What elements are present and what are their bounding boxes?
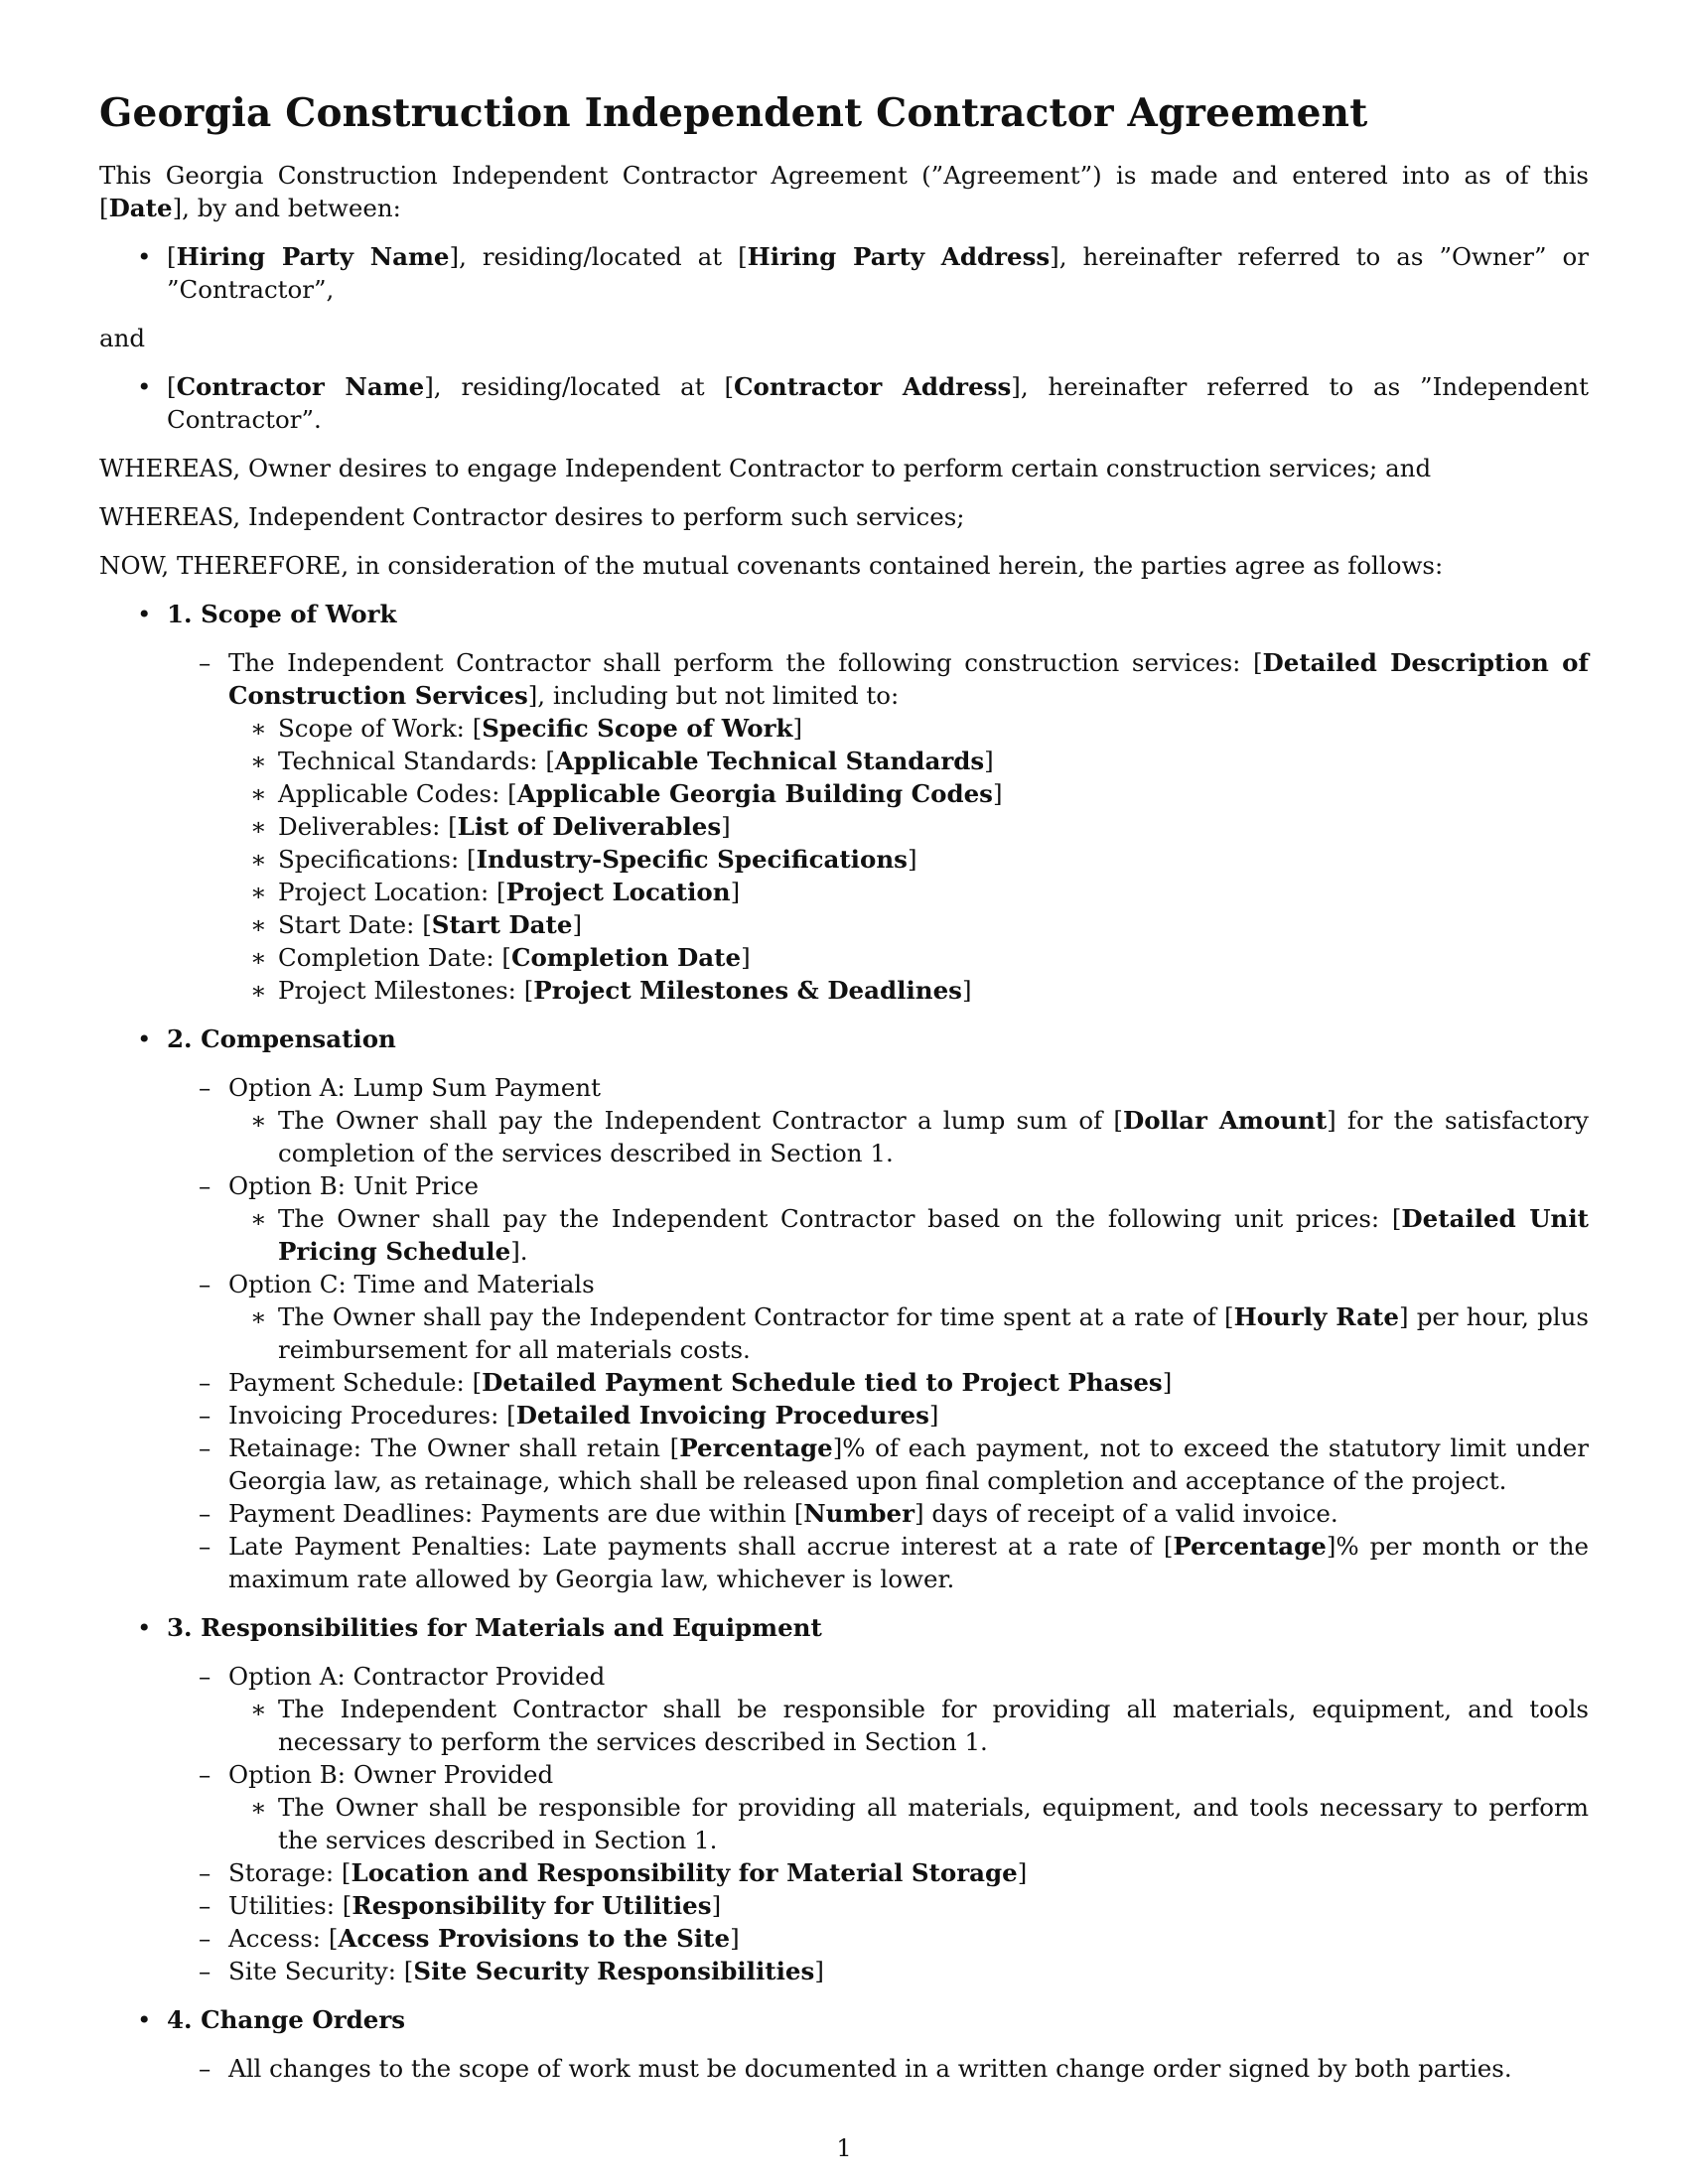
option-b-unit-price: – Option B: Unit Price ∗ The Owner shall pay the Independent Contractor based on the following unit prices: [Detailed Unit Pricing Schedule].: [167, 1169, 1589, 1268]
page-number: 1: [836, 2134, 852, 2162]
list-item: ∗ Applicable Codes: [Applicable Georgia Building Codes]: [228, 777, 1589, 810]
payment-deadlines: – Payment Deadlines: Payments are due within [Number] days of receipt of a valid invoice.: [167, 1497, 1589, 1530]
invoicing-procedures: – Invoicing Procedures: [Detailed Invoicing Procedures]: [167, 1399, 1589, 1432]
list-item: ∗ Completion Date: [Completion Date]: [228, 941, 1589, 974]
section-change-orders: [99, 2003, 1589, 2085]
party-owner: • [Hiring Party Name], residing/located at [Hiring Party Address], hereinafter referred to as ”Owner” or ”Contractor”,: [99, 240, 1589, 306]
late-payment-penalties: – Late Payment Penalties: Late payments shall accrue interest at a rate of [Percentage]% per month or the maximum rate allowed by Georgia law, whichever is lower.: [167, 1530, 1589, 1595]
utilities: – Utilities: [Responsibility for Utilities]: [167, 1889, 1589, 1922]
section-heading: 4. Change Orders: [167, 2005, 406, 2034]
date-placeholder: Date: [108, 194, 173, 222]
list-item: ∗ Project Location: [Project Location]: [228, 876, 1589, 908]
list-item: ∗ Specifications: [Industry-Specific Specifications]: [228, 843, 1589, 876]
site-security: – Site Security: [Site Security Responsibilities]: [167, 1955, 1589, 1987]
option-a-contractor-provided: – Option A: Contractor Provided ∗ The Independent Contractor shall be responsible for providing all materials, equipment, and tools necessary to perform the services described in Section 1.: [167, 1660, 1589, 1758]
option-a-lump-sum: – Option A: Lump Sum Payment ∗ The Owner shall pay the Independent Contractor a lump sum of [Dollar Amount] for the satisfactory completion of the services described in Section 1.: [167, 1071, 1589, 1169]
intro-paragraph: This Georgia Construction Independent Contractor Agreement (”Agreement”) is made and entered into as of this [Date], by and between:: [99, 161, 1589, 222]
list-item: ∗ The Independent Contractor shall be responsible for providing all materials, equipment, and tools necessary to perform the services described in Section 1.: [228, 1693, 1589, 1758]
and-text: and: [99, 324, 146, 352]
whereas-1: WHEREAS, Owner desires to engage Independent Contractor to perform certain construction services; and: [99, 454, 1432, 482]
option-c-time-materials: – Option C: Time and Materials ∗ The Owner shall pay the Independent Contractor for time spent at a rate of [Hourly Rate] per hour, plus reimbursement for all materials costs.: [167, 1268, 1589, 1366]
document-title: Georgia Construction Independent Contractor Agreement: [99, 90, 1368, 136]
section-heading: 2. Compensation: [167, 1024, 396, 1053]
section-materials-equipment: [99, 1611, 1589, 1987]
sections-list: [99, 598, 1589, 2085]
section-heading: 1. Scope of Work: [167, 600, 397, 628]
scope-lead: – The Independent Contractor shall perform the following construction services: [Detailed Description of Construction Services], including but not limited to: ∗ Scope of Work: [Specific Scope of Work] ∗ Technical Standards: [Applicable Technical Standards] ∗ Applicable Codes: [Applicable Georgia Building Codes] ∗ Deliverables: [List of Deliverables] ∗ Specifications: [Industry-Specific Specifications] ∗ Project Location: [Project Location] ∗ Start Date: [Start Date] ∗ Completion Date: [Completion Date] ∗ Project Milestones: [Project Milestones & Deadlines]: [167, 646, 1589, 1007]
section-compensation: [99, 1023, 1589, 1595]
list-item: ∗ Technical Standards: [Applicable Technical Standards]: [228, 745, 1589, 777]
section-scope-of-work: [99, 598, 1589, 1007]
option-b-owner-provided: – Option B: Owner Provided ∗ The Owner shall be responsible for providing all materials, equipment, and tools necessary to perform the services described in Section 1.: [167, 1758, 1589, 1856]
list-item: ∗ Start Date: [Start Date]: [228, 908, 1589, 941]
document-page: [99, 89, 1589, 2124]
list-item: ∗ Deliverables: [List of Deliverables]: [228, 810, 1589, 843]
list-item: ∗ The Owner shall pay the Independent Contractor for time spent at a rate of [Hourly Rate] per hour, plus reimbursement for all materials costs.: [228, 1300, 1589, 1366]
change-orders-text: – All changes to the scope of work must be documented in a written change order signed by both parties.: [167, 2052, 1589, 2085]
retainage: – Retainage: The Owner shall retain [Percentage]% of each payment, not to exceed the statutory limit under Georgia law, as retainage, which shall be released upon final completion and acceptance of the project.: [167, 1432, 1589, 1497]
now-therefore: NOW, THEREFORE, in consideration of the mutual covenants contained herein, the parties agree as follows:: [99, 551, 1444, 580]
scope-items: [228, 712, 1589, 1007]
party-list-owner: [99, 240, 1589, 306]
list-item: ∗ The Owner shall pay the Independent Contractor based on the following unit prices: [Detailed Unit Pricing Schedule].: [228, 1202, 1589, 1268]
access: – Access: [Access Provisions to the Site]: [167, 1922, 1589, 1955]
list-item: ∗ Scope of Work: [Specific Scope of Work]: [228, 712, 1589, 745]
list-item: ∗ Project Milestones: [Project Milestones & Deadlines]: [228, 974, 1589, 1007]
list-item: ∗ The Owner shall pay the Independent Contractor a lump sum of [Dollar Amount] for the satisfactory completion of the services described in Section 1.: [228, 1104, 1589, 1169]
party-list-contractor: [99, 370, 1589, 436]
list-item: ∗ The Owner shall be responsible for providing all materials, equipment, and tools necessary to perform the services described in Section 1.: [228, 1791, 1589, 1856]
whereas-2: WHEREAS, Independent Contractor desires to perform such services;: [99, 502, 965, 531]
party-contractor: • [Contractor Name], residing/located at [Contractor Address], hereinafter referred to as ”Independent Contractor”.: [99, 370, 1589, 436]
payment-schedule: – Payment Schedule: [Detailed Payment Schedule tied to Project Phases]: [167, 1366, 1589, 1399]
section-heading: 3. Responsibilities for Materials and Equipment: [167, 1613, 822, 1642]
storage: – Storage: [Location and Responsibility for Material Storage]: [167, 1856, 1589, 1889]
